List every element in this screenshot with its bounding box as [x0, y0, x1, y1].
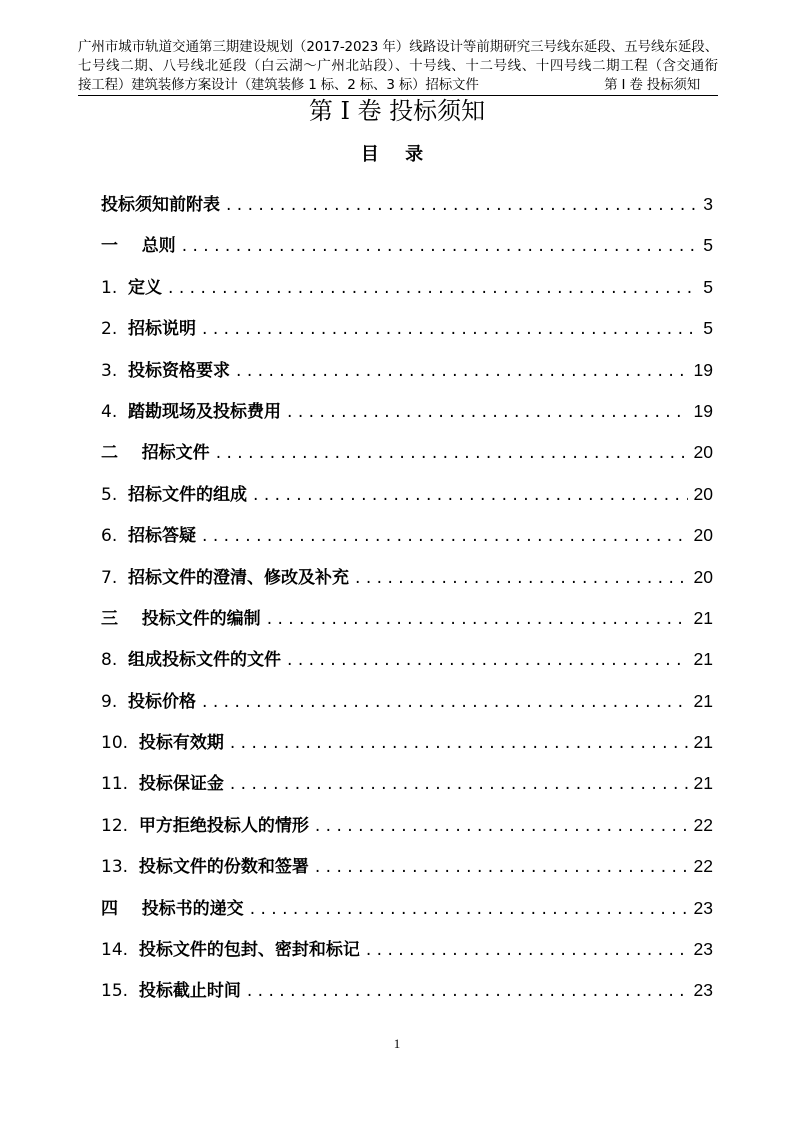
header-line-1: 广州市城市轨道交通第三期建设规划（2017-2023 年）线路设计等前期研究三号线东延段、五号线东延段、 — [78, 39, 718, 55]
toc-title: 目 录 — [360, 144, 434, 165]
toc-entry-label: 总则 — [141, 236, 176, 257]
toc-entry[interactable] — [101, 356, 713, 397]
toc-dot-leader — [315, 857, 688, 877]
toc-entry-label: 投标价格 — [128, 691, 197, 712]
toc-entry[interactable] — [101, 190, 713, 231]
toc-entry[interactable] — [101, 231, 713, 272]
toc-entry-number: 13. — [101, 857, 139, 878]
toc-entry-label: 定义 — [128, 277, 163, 298]
toc-dot-leader — [287, 650, 688, 670]
table-of-contents — [101, 190, 713, 1018]
toc-entry-page: 22 — [693, 814, 713, 835]
toc-dot-leader — [236, 361, 688, 381]
toc-entry-page: 21 — [693, 732, 713, 753]
toc-entry-number: 11. — [101, 774, 139, 795]
toc-entry-page: 21 — [693, 649, 713, 670]
toc-entry-number: 12. — [101, 815, 139, 836]
toc-entry-label: 投标保证金 — [138, 774, 224, 795]
toc-entry-page: 19 — [693, 359, 713, 380]
toc-entry-label: 甲方拒绝投标人的情形 — [138, 815, 309, 836]
toc-dot-leader — [253, 485, 688, 505]
toc-entry[interactable] — [101, 728, 713, 769]
toc-entry-number: 15. — [101, 981, 139, 1002]
toc-dot-leader — [202, 319, 697, 339]
toc-entry[interactable] — [101, 852, 713, 893]
header-section-label: 第 I 卷 投标须知 — [604, 77, 700, 93]
toc-entry-page: 5 — [703, 318, 713, 339]
toc-entry-number: 一 — [101, 236, 142, 257]
toc-entry[interactable] — [101, 935, 713, 976]
toc-entry-label: 招标说明 — [128, 319, 197, 340]
page-header — [78, 38, 718, 95]
toc-entry-page: 23 — [693, 939, 713, 960]
toc-dot-leader — [230, 774, 688, 794]
toc-dot-leader — [230, 733, 688, 753]
toc-entry-label: 投标书的递交 — [141, 898, 244, 919]
toc-entry-label: 投标文件的包封、密封和标记 — [138, 940, 360, 961]
toc-entry-number: 9. — [101, 691, 129, 712]
toc-entry[interactable] — [101, 397, 713, 438]
toc-entry-number: 二 — [101, 443, 142, 464]
toc-dot-leader — [250, 899, 688, 919]
toc-entry-label: 招标答疑 — [128, 526, 197, 547]
toc-entry-number: 8. — [101, 650, 129, 671]
toc-entry[interactable] — [101, 563, 713, 604]
toc-entry-page: 5 — [703, 235, 713, 256]
toc-entry[interactable] — [101, 769, 713, 810]
toc-entry-label: 投标有效期 — [138, 733, 224, 754]
toc-entry-number: 5. — [101, 484, 129, 505]
toc-entry-number: 14. — [101, 940, 139, 961]
toc-entry-number: 10. — [101, 733, 139, 754]
toc-entry-number: 四 — [101, 898, 142, 919]
toc-dot-leader — [267, 609, 688, 629]
toc-dot-leader — [226, 195, 697, 215]
toc-entry[interactable] — [101, 604, 713, 645]
toc-entry-label: 踏勘现场及投标费用 — [128, 401, 282, 422]
toc-entry-page: 19 — [693, 400, 713, 421]
toc-dot-leader — [315, 816, 688, 836]
toc-entry-number: 4. — [101, 401, 129, 422]
toc-entry-number: 三 — [101, 608, 142, 629]
toc-entry-label: 投标文件的份数和签署 — [138, 857, 309, 878]
toc-entry[interactable] — [101, 894, 713, 935]
toc-entry[interactable] — [101, 645, 713, 686]
toc-entry-page: 22 — [693, 856, 713, 877]
header-line-2: 七号线二期、八号线北延段（白云湖～广州北站段）、十号线、十二号线、十四号线二期工程（含交通衔 — [78, 58, 718, 74]
toc-entry-page: 3 — [703, 194, 713, 214]
toc-entry-label: 投标须知前附表 — [101, 195, 220, 215]
toc-entry[interactable] — [101, 976, 713, 1017]
toc-entry[interactable] — [101, 273, 713, 314]
header-document-title: 接工程）建筑装修方案设计（建筑装修 1 标、2 标、3 标）招标文件 — [78, 77, 479, 93]
volume-title: 第 I 卷 投标须知 — [308, 97, 486, 125]
page-number: 1 — [393, 1036, 401, 1051]
toc-entry-number: 7. — [101, 567, 129, 588]
toc-dot-leader — [202, 692, 688, 712]
toc-entry[interactable] — [101, 314, 713, 355]
toc-dot-leader — [202, 526, 688, 546]
toc-entry-number: 3. — [101, 360, 129, 381]
toc-dot-leader — [216, 443, 688, 463]
toc-dot-leader — [168, 278, 697, 298]
toc-entry-number: 6. — [101, 526, 129, 547]
toc-entry-label: 招标文件的组成 — [128, 484, 248, 505]
toc-entry[interactable] — [101, 438, 713, 479]
toc-entry-page: 20 — [693, 566, 713, 587]
toc-entry[interactable] — [101, 521, 713, 562]
toc-entry-page: 23 — [693, 897, 713, 918]
toc-entry-page: 21 — [693, 607, 713, 628]
toc-entry-page: 20 — [693, 483, 713, 504]
toc-dot-leader — [182, 236, 698, 256]
toc-dot-leader — [366, 940, 688, 960]
toc-entry-label: 招标文件的澄清、修改及补充 — [128, 567, 350, 588]
toc-dot-leader — [247, 981, 688, 1001]
toc-entry[interactable] — [101, 687, 713, 728]
toc-entry-page: 5 — [703, 276, 713, 297]
toc-entry[interactable] — [101, 480, 713, 521]
toc-entry-label: 招标文件 — [141, 443, 210, 464]
toc-entry-page: 20 — [693, 525, 713, 546]
toc-dot-leader — [287, 402, 688, 422]
toc-entry-page: 21 — [693, 773, 713, 794]
toc-entry-label: 组成投标文件的文件 — [128, 650, 282, 671]
toc-entry-number: 1. — [101, 277, 129, 298]
toc-entry-page: 23 — [693, 980, 713, 1001]
toc-entry-label: 投标资格要求 — [128, 360, 231, 381]
toc-entry[interactable] — [101, 811, 713, 852]
toc-entry-label: 投标文件的编制 — [141, 608, 261, 629]
toc-entry-page: 20 — [693, 442, 713, 463]
toc-dot-leader — [355, 568, 688, 588]
toc-entry-number: 2. — [101, 319, 129, 340]
toc-entry-page: 21 — [693, 690, 713, 711]
toc-entry-label: 投标截止时间 — [138, 981, 241, 1002]
